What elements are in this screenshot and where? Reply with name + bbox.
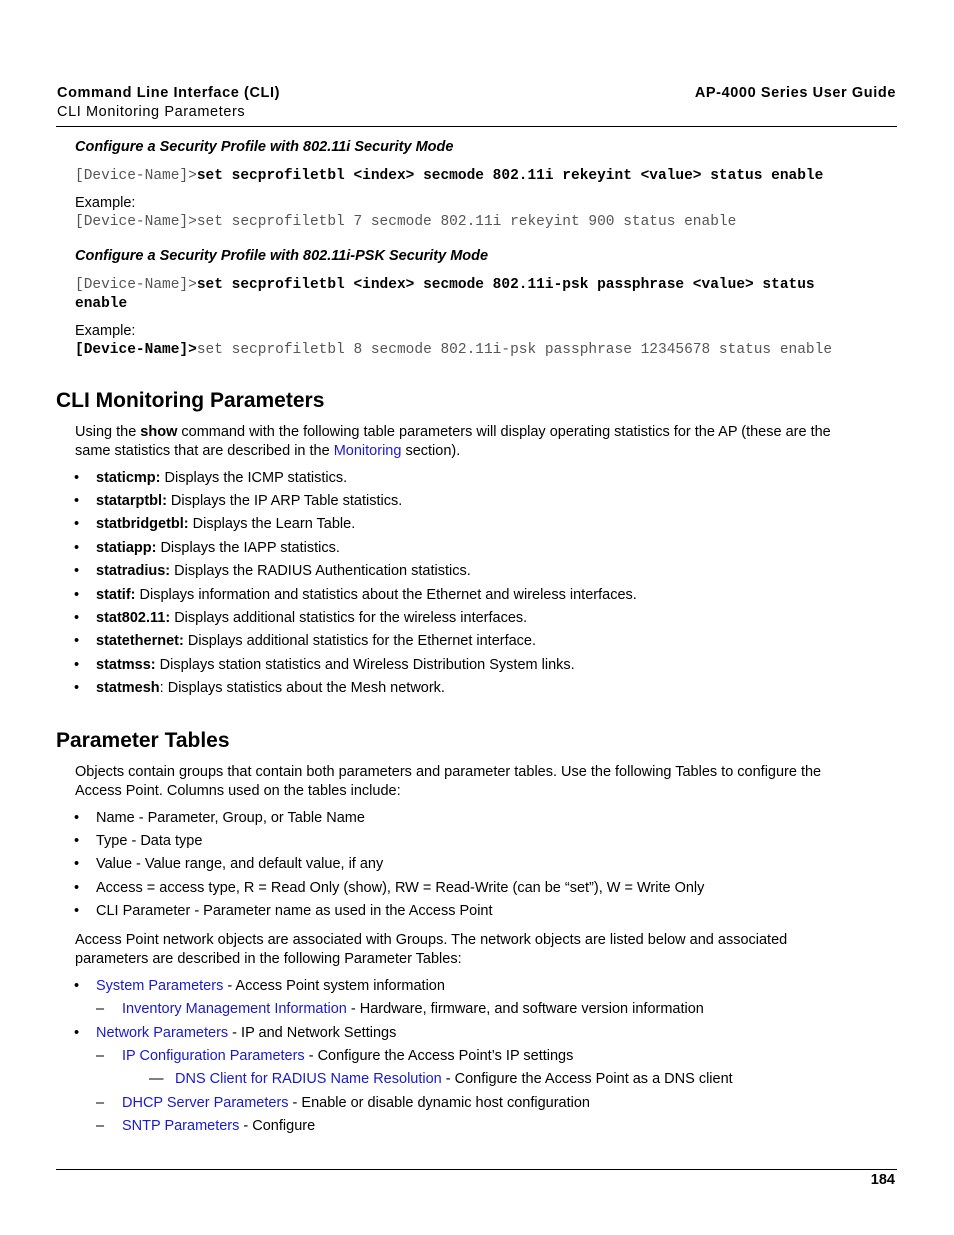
link-system-parameters[interactable]: System Parameters [96,978,224,994]
intro-text: same statistics that are described in the [75,443,334,459]
example-command-802-11i-psk [75,342,832,358]
bullet: • [74,833,80,849]
example-prompt: [Device-Name]> [75,342,197,358]
dash: – [96,1095,105,1111]
link-description: - IP and Network Settings [228,1025,397,1041]
dash: – [96,1118,105,1134]
param-desc: Displays additional statistics for the wireless interfaces. [170,610,528,626]
bullet: • [74,880,80,896]
monitoring-link[interactable]: Monitoring [333,443,402,459]
groups-intro-line2: parameters are described in the following Parameter Tables: [75,951,462,967]
list-item-text [122,1118,315,1134]
list-item-text [122,1048,573,1064]
heading-cli-monitoring: CLI Monitoring Parameters [56,389,325,412]
param-desc: Displays additional statistics for the Ethernet interface. [183,633,537,649]
list-item-text: Value - Value range, and default value, if any [96,856,384,872]
header-guide-title: AP-4000 Series User Guide [694,85,896,101]
link-sntp-parameters[interactable]: SNTP Parameters [122,1118,240,1134]
list-item-text [96,493,402,509]
bullet: • [74,903,80,919]
header-subsection-title: CLI Monitoring Parameters [57,104,246,120]
bullet: • [74,493,80,509]
command-prompt: [Device-Name]> [75,277,197,293]
param-desc: Displays the Learn Table. [188,516,356,532]
groups-intro-line1: Access Point network objects are associated with Groups. The network objects are listed below and associated [75,932,788,948]
param-name: stat802.11: [96,610,171,626]
monitoring-intro-line2 [75,442,460,461]
bullet: • [74,470,80,486]
command-syntax: set secprofiletbl <index> secmode 802.11i-psk passphrase <value> status [196,277,815,293]
bullet: • [74,680,80,696]
bullet: • [74,1025,80,1041]
subheading-802-11i-psk: Configure a Security Profile with 802.11i-PSK Security Mode [75,248,489,264]
param-name: statradius: [96,563,171,579]
list-item-text [96,633,536,649]
bullet: • [74,516,80,532]
param-desc: Displays station statistics and Wireless Distribution System links. [155,657,575,673]
dash: — [149,1071,164,1087]
command-802-11i-psk-cont [75,296,127,312]
command-syntax-cont: enable [75,296,128,312]
link-description: - Hardware, firmware, and software version information [346,1001,704,1017]
link-description: - Enable or disable dynamic host configuration [288,1095,590,1111]
command-802-11i-psk [75,277,815,293]
list-item-text: Type - Data type [96,833,203,849]
param-name: statethernet: [96,633,184,649]
link-description: - Access Point system information [223,978,445,994]
link-inventory-management[interactable]: Inventory Management Information [122,1001,347,1017]
list-item-text [122,1095,590,1111]
link-network-parameters[interactable]: Network Parameters [96,1025,229,1041]
list-item-text [96,470,347,486]
intro-text: section). [401,443,461,459]
heading-parameter-tables: Parameter Tables [56,729,230,752]
link-dns-client[interactable]: DNS Client for RADIUS Name Resolution [175,1071,442,1087]
list-item-text [96,610,527,626]
param-desc: : Displays statistics about the Mesh network. [159,680,445,696]
command-802-11i [75,168,823,184]
page-number: 184 [870,1172,895,1188]
param-name: statbridgetbl: [96,516,189,532]
param-desc: Displays the RADIUS Authentication statistics. [170,563,471,579]
footer-divider [56,1169,897,1170]
link-description: - Configure the Access Point’s IP settings [304,1048,574,1064]
bullet: • [74,540,80,556]
param-name: statmesh [96,680,160,696]
list-item-text [96,1025,396,1041]
bullet: • [74,563,80,579]
bullet: • [74,978,80,994]
bullet: • [74,856,80,872]
example-cmd: set secprofiletbl 8 secmode 802.11i-psk passphrase 12345678 status enable [196,342,833,358]
list-item-text [96,587,637,603]
example-command-802-11i: [Device-Name]>set secprofiletbl 7 secmode 802.11i rekeyint 900 status enable [75,214,737,230]
bullet: • [74,610,80,626]
list-item-text [96,540,340,556]
monitoring-intro [75,423,831,442]
param-desc: Displays the ICMP statistics. [160,470,348,486]
command-prompt: [Device-Name]> [75,168,197,184]
command-syntax: set secprofiletbl <index> secmode 802.11i rekeyint <value> status enable [196,168,824,184]
param-name: statmss: [96,657,156,673]
bullet: • [74,657,80,673]
link-description: - Configure the Access Point as a DNS client [441,1071,733,1087]
param-name: statarptbl: [96,493,167,509]
list-item-text [122,1001,704,1017]
list-item-text: Name - Parameter, Group, or Table Name [96,810,365,826]
link-ip-configuration[interactable]: IP Configuration Parameters [122,1048,305,1064]
link-dhcp-server[interactable]: DHCP Server Parameters [122,1095,289,1111]
tables-intro-line1: Objects contain groups that contain both parameters and parameter tables. Use the following Tables to configure the [75,764,822,780]
param-name: staticmp: [96,470,161,486]
header-divider [56,126,897,127]
list-item-text [175,1071,733,1087]
list-item-text [96,978,445,994]
dash: – [96,1048,105,1064]
list-item-text: Access = access type, R = Read Only (show), RW = Read-Write (can be “set”), W = Write Only [96,880,705,896]
param-desc: Displays the IAPP statistics. [156,540,340,556]
list-item-text [96,657,575,673]
list-item-text: CLI Parameter - Parameter name as used in the Access Point [96,903,493,919]
example-label: Example: [75,195,136,211]
dash: – [96,1001,105,1017]
example-label: Example: [75,323,136,339]
intro-command: show [140,424,178,440]
header-section-title: Command Line Interface (CLI) [57,85,281,101]
bullet: • [74,633,80,649]
bullet: • [74,587,80,603]
list-item-text [96,516,355,532]
list-item-text [96,563,471,579]
list-item-text [96,680,445,696]
link-description: - Configure [239,1118,316,1134]
bullet: • [74,810,80,826]
param-name: statif: [96,587,136,603]
subheading-802-11i: Configure a Security Profile with 802.11i Security Mode [75,139,454,155]
intro-text: command with the following table parameters will display operating statistics for the AP (these are the [177,424,831,440]
param-desc: Displays information and statistics about the Ethernet and wireless interfaces. [135,587,637,603]
param-desc: Displays the IP ARP Table statistics. [166,493,403,509]
tables-intro-line2: Access Point. Columns used on the tables include: [75,783,401,799]
param-name: statiapp: [96,540,157,556]
intro-text: Using the [75,424,141,440]
